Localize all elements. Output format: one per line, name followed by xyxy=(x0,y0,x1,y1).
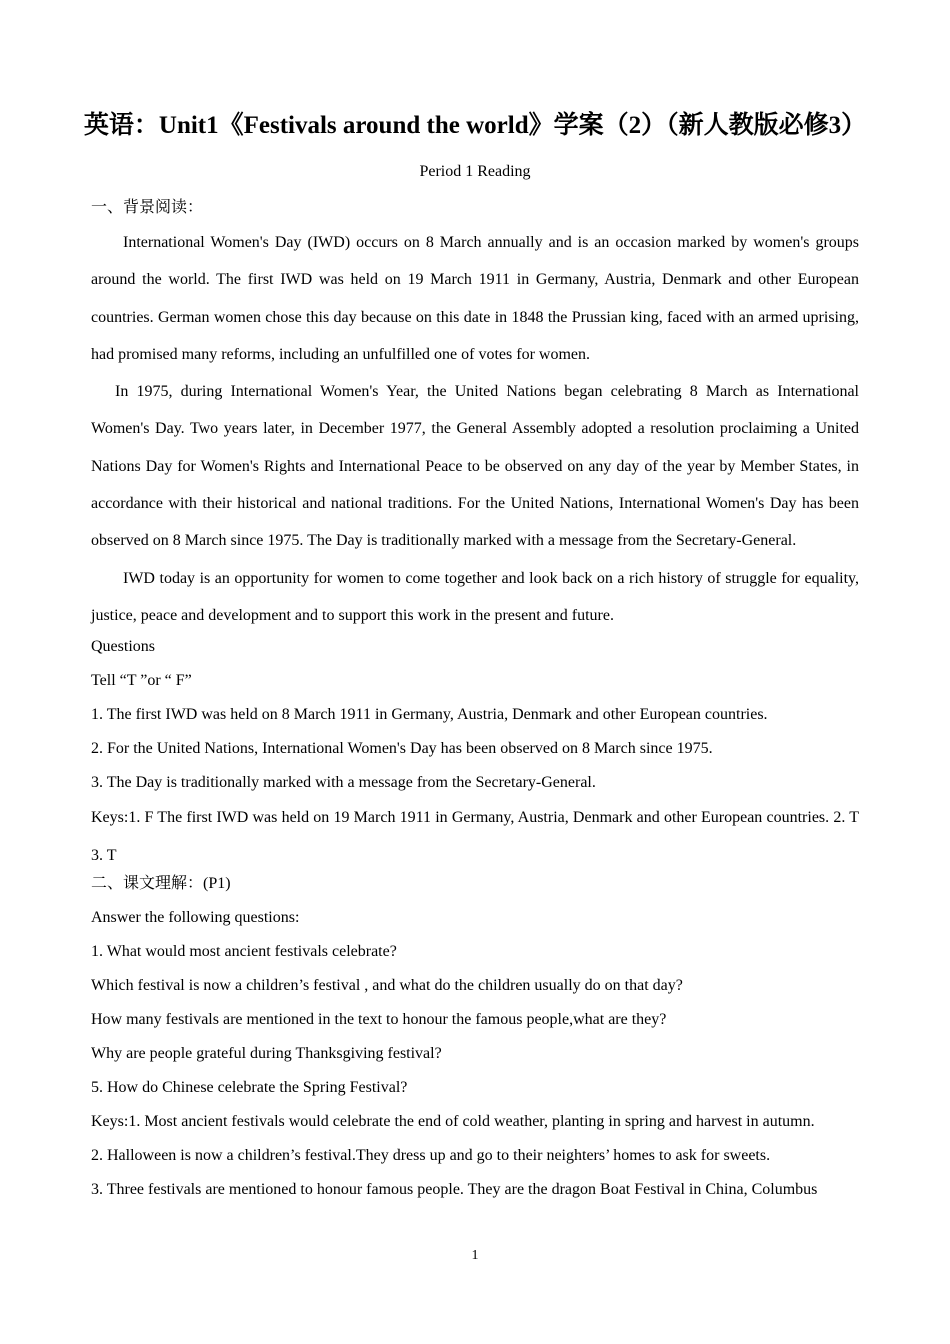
tf-instruction: Tell “T ”or “ F” xyxy=(91,672,192,690)
question-item: Which festival is now a children’s festival , and what do the children usually do on that day? xyxy=(91,976,683,994)
tf-keys-wrap xyxy=(91,799,859,874)
question-item: Why are people grateful during Thanksgiving festival? xyxy=(91,1044,442,1062)
question-item: 5. How do Chinese celebrate the Spring Festival? xyxy=(91,1078,408,1096)
page-title: 英语：Unit1《Festivals around the world》学案（2）（新人教版必修3） xyxy=(83,112,867,139)
tf-item: 3. The Day is traditionally marked with a message from the Secretary-General. xyxy=(91,774,596,792)
section-heading-background: 一、背景阅读： xyxy=(91,199,204,216)
answer-key: 3. Three festivals are mentioned to honour famous people. They are the dragon Boat Festival in China, Columbus xyxy=(91,1180,818,1198)
page-number: 1 xyxy=(471,1248,479,1263)
answer-key: 2. Halloween is now a children’s festival.They dress up and go to their neighters’ homes to ask for sweets. xyxy=(91,1146,771,1164)
passage-paragraph-1: International Women's Day (IWD) occurs on 8 March annually and is an occasion marked by women's groups around the world. The first IWD was held on 19 March 1911 in Germany, Austria, Denmark and other European countries. German women chose this day because on this date in 1848 the Prussian king, faced with an armed uprising, had promised many reforms, including an unfulfilled one of votes for women. xyxy=(91,234,859,363)
passage-paragraph-2: In 1975, during International Women's Year, the United Nations began celebrating 8 March as International Women's Day. Two years later, in December 1977, the General Assembly adopted a resolution proclaiming a United Nations Day for Women's Rights and International Peace to be observed on any day of the year by Member States, in accordance with their historical and national traditions. For the United Nations, International Women's Day has been observed on 8 March since 1975. The Day is traditionally marked with a message from the Secretary-General. xyxy=(91,383,859,550)
question-item: 1. What would most ancient festivals celebrate? xyxy=(91,942,397,960)
page-subtitle: Period 1 Reading xyxy=(419,163,531,180)
answer-key: Keys:1. Most ancient festivals would celebrate the end of cold weather, planting in spring and harvest in autumn. xyxy=(91,1112,815,1130)
passage-paragraph-3: IWD today is an opportunity for women to come together and look back on a rich history of struggle for equality, justice, peace and development and to support this work in the present and future. xyxy=(91,569,859,624)
answer-instruction: Answer the following questions: xyxy=(91,908,300,926)
questions-label: Questions xyxy=(91,638,155,656)
section-heading-comprehension: 二、课文理解：(P1) xyxy=(91,874,231,892)
tf-item: 2. For the United Nations, International Women's Day has been observed on 8 March since 1975. xyxy=(91,740,713,758)
passage xyxy=(91,224,859,634)
document-body xyxy=(91,198,859,1214)
question-item: How many festivals are mentioned in the text to honour the famous people,what are they? xyxy=(91,1010,667,1028)
tf-keys: Keys:1. F The first IWD was held on 19 March 1911 in Germany, Austria, Denmark and other European countries. 2. T 3. T xyxy=(91,809,859,864)
tf-item: 1. The first IWD was held on 8 March 1911 in Germany, Austria, Denmark and other European countries. xyxy=(91,706,768,724)
